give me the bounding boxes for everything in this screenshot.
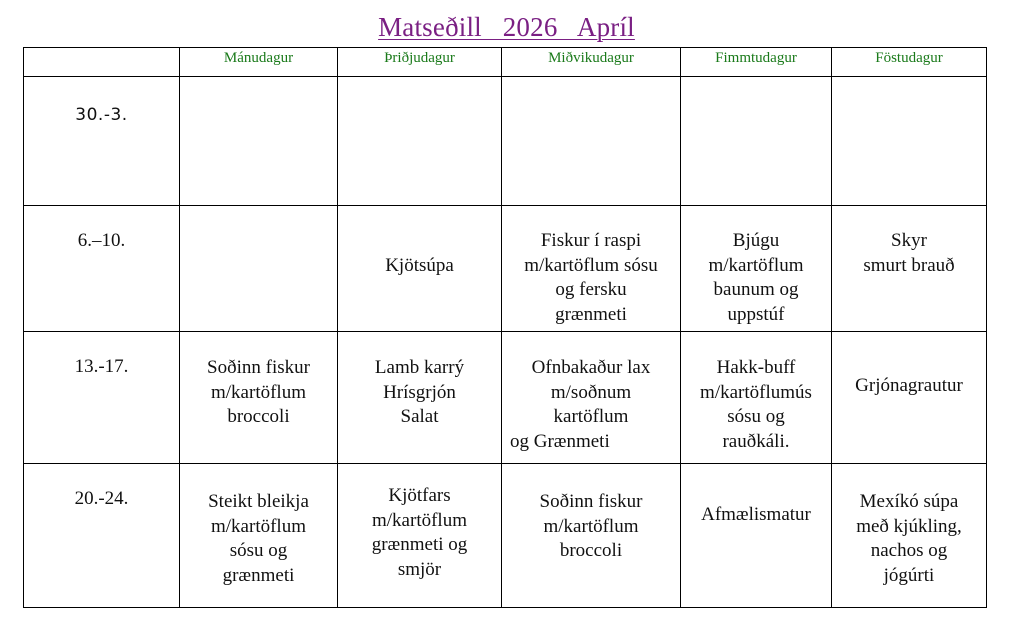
meal-text-extra: og Grænmeti <box>510 430 610 452</box>
meal-cell <box>180 332 338 464</box>
meal-cell <box>502 77 681 206</box>
week-label: 20.-24. <box>74 488 129 509</box>
week-cell <box>24 77 180 206</box>
day-header-thursday: Fimmtudagur <box>681 48 832 77</box>
meal-text: Fiskur í raspi m/kartöflum sósu og fersku grænmeti <box>524 230 658 325</box>
meal-text: Grjónagrautur <box>855 375 963 396</box>
week-label: 6.–10. <box>77 230 126 251</box>
meal-cell <box>180 464 338 608</box>
meal-cell <box>681 77 832 206</box>
meal-text: Steikt bleikja m/kartöflum sósu og grænmeti <box>208 491 309 586</box>
table-row <box>24 464 987 608</box>
week-label: 30.-3. <box>75 105 128 125</box>
meal-cell <box>502 332 681 464</box>
day-header-tuesday: Þriðjudagur <box>338 48 502 77</box>
meal-cell <box>832 464 987 608</box>
week-cell <box>24 464 180 608</box>
meal-text: Mexíkó súpa með kjúkling, nachos og jógúrti <box>856 491 962 586</box>
week-cell <box>24 206 180 332</box>
menu-table <box>23 47 987 608</box>
header-row <box>24 48 987 77</box>
meal-cell <box>180 206 338 332</box>
corner-cell <box>24 48 180 77</box>
meal-cell <box>832 332 987 464</box>
meal-text: Lamb karrý Hrísgrjón Salat <box>374 357 465 427</box>
meal-cell <box>681 464 832 608</box>
week-label: 13.-17. <box>74 356 129 377</box>
meal-text: Afmælismatur <box>701 504 811 525</box>
table-row <box>24 206 987 332</box>
meal-cell <box>338 77 502 206</box>
meal-cell <box>338 206 502 332</box>
meal-text: Skyr smurt brauð <box>863 230 955 276</box>
meal-cell <box>502 464 681 608</box>
meal-cell <box>681 206 832 332</box>
meal-text: Ofnbakaður lax m/soðnum kartöflum <box>531 357 651 427</box>
meal-cell <box>681 332 832 464</box>
meal-text: Kjötsúpa <box>385 255 454 276</box>
meal-cell <box>832 206 987 332</box>
page-title: Matseðill 2026 Apríl <box>378 12 635 42</box>
day-header-monday: Mánudagur <box>180 48 338 77</box>
day-header-wednesday: Miðvikudagur <box>502 48 681 77</box>
meal-text: Soðinn fiskur m/kartöflum broccoli <box>207 357 310 427</box>
meal-cell <box>180 77 338 206</box>
week-cell <box>24 332 180 464</box>
table-row <box>24 332 987 464</box>
table-row <box>24 77 987 206</box>
meal-text: Bjúgu m/kartöflum baunum og uppstúf <box>708 230 804 325</box>
meal-cell <box>832 77 987 206</box>
meal-text: Soðinn fiskur m/kartöflum broccoli <box>539 491 643 561</box>
meal-text: Hakk-buff m/kartöflumús sósu og rauðkáli. <box>700 357 812 452</box>
meal-cell <box>338 332 502 464</box>
meal-cell <box>338 464 502 608</box>
day-header-friday: Föstudagur <box>832 48 987 77</box>
meal-text: Kjötfars m/kartöflum grænmeti og smjör <box>371 485 468 580</box>
meal-cell <box>502 206 681 332</box>
